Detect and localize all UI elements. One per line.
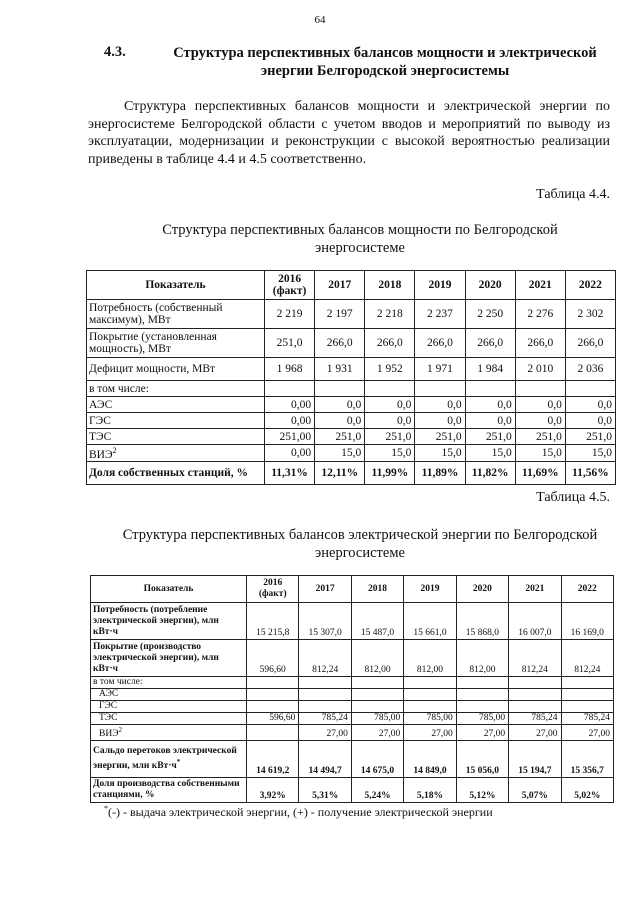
footnote [104, 804, 493, 820]
table-cell: 15 661,0 [404, 603, 456, 640]
header-cell: 2016 (факт) [265, 271, 315, 300]
table-cell: 2 250 [465, 300, 515, 329]
table-cell [415, 381, 465, 397]
table-cell: 11,99% [365, 461, 415, 484]
footnote-mark: * [104, 804, 108, 813]
header-cell: 2021 [509, 576, 561, 603]
footnote-marker: 2 [118, 726, 122, 734]
table-row [87, 429, 616, 445]
table-cell: 251,00 [265, 429, 315, 445]
table-cell: 27,00 [561, 725, 613, 741]
table-cell: 11,82% [465, 461, 515, 484]
table-cell [456, 701, 508, 713]
table-row [91, 725, 614, 741]
footnote-marker: * [176, 758, 181, 767]
table-cell: 0,0 [565, 397, 615, 413]
row-label: Дефицит мощности, МВт [87, 358, 265, 381]
table-row [87, 445, 616, 462]
section-title: Структура перспективных балансов мощности и электрической энергии Белгородской энергосистемы [173, 45, 597, 79]
table-cell [509, 701, 561, 713]
table-cell: 27,00 [404, 725, 456, 741]
table-cell [247, 689, 299, 701]
table-cell: 785,24 [509, 713, 561, 725]
table-cell: 0,0 [315, 413, 365, 429]
table-cell: 812,24 [299, 640, 351, 677]
table-cell [404, 689, 456, 701]
table-cell: 266,0 [365, 329, 415, 358]
header-cell: 2021 [515, 271, 565, 300]
table-cell: 11,69% [515, 461, 565, 484]
header-cell: 2018 [365, 271, 415, 300]
table-cell [456, 677, 508, 689]
saldo-label: Сальдо перетоков электрической энергии, млн кВт·ч [93, 746, 237, 772]
row-label: ГЭС [87, 413, 265, 429]
header-cell: 2022 [561, 576, 613, 603]
table-cell: 251,0 [515, 429, 565, 445]
table-row [87, 413, 616, 429]
table-cell: 0,0 [465, 397, 515, 413]
table-cell [565, 381, 615, 397]
header-cell: Показатель [91, 576, 247, 603]
row-label: Покрытие (производство электрической энергии), млн кВт·ч [91, 640, 247, 677]
table-row [91, 713, 614, 725]
table-cell: 15,0 [415, 445, 465, 462]
table-cell: 0,0 [515, 413, 565, 429]
row-label: ТЭС [87, 429, 265, 445]
table-cell [265, 381, 315, 397]
table-cell: 1 984 [465, 358, 515, 381]
table-cell: 0,0 [365, 397, 415, 413]
footnote-marker: 2 [112, 446, 117, 455]
table-cell: 785,24 [299, 713, 351, 725]
row-label: ГЭС [91, 701, 247, 713]
table-cell: 266,0 [415, 329, 465, 358]
table-cell [247, 677, 299, 689]
table-cell: 812,24 [509, 640, 561, 677]
table-cell: 251,0 [465, 429, 515, 445]
table-cell: 2 237 [415, 300, 465, 329]
table-cell: 15,0 [565, 445, 615, 462]
table-cell: 15,0 [315, 445, 365, 462]
table-cell [351, 701, 403, 713]
table-cell [404, 677, 456, 689]
table-cell [351, 677, 403, 689]
table2-caption: Таблица 4.5. [536, 490, 610, 505]
table-cell: 15 215,8 [247, 603, 299, 640]
table-cell: 0,0 [415, 397, 465, 413]
table-cell: 14 849,0 [404, 741, 456, 778]
header-cell: 2020 [465, 271, 515, 300]
table-cell: 0,00 [265, 413, 315, 429]
page-number: 64 [314, 14, 326, 26]
table-row [87, 461, 616, 484]
table-cell: 12,11% [315, 461, 365, 484]
table-cell [509, 689, 561, 701]
table-cell [351, 689, 403, 701]
row-label: Потребность (собственный максимум), МВт [87, 300, 265, 329]
table-row [91, 677, 614, 689]
vie-label: ВИЭ [99, 729, 119, 740]
table-row [91, 640, 614, 677]
table1-caption: Таблица 4.4. [536, 187, 610, 202]
table-cell: 2 197 [315, 300, 365, 329]
row-label: АЭС [87, 397, 265, 413]
row-label [91, 725, 247, 741]
table-cell: 785,00 [456, 713, 508, 725]
row-label: в том числе: [91, 677, 247, 689]
table-cell: 251,0 [265, 329, 315, 358]
section-number: 4.3. [104, 44, 126, 60]
table-cell: 0,0 [465, 413, 515, 429]
table-header-row [91, 576, 614, 603]
intro-paragraph: Структура перспективных балансов мощности и электрической энергии по энергосистеме Белгородской области с учетом вводов и мероприятий по выводу из эксплуатации, модернизации и реконструкции с высокой вероятностью реализации приведены в таблице 4.4 и 4.5 соответственно. [88, 99, 610, 167]
row-label [87, 445, 265, 462]
table-cell: 0,00 [265, 397, 315, 413]
table-cell: 3,92% [247, 778, 299, 803]
table-cell: 15 194,7 [509, 741, 561, 778]
table-cell: 27,00 [509, 725, 561, 741]
table-cell: 0,0 [565, 413, 615, 429]
table-cell: 16 007,0 [509, 603, 561, 640]
table-cell: 15 868,0 [456, 603, 508, 640]
table-cell: 251,0 [565, 429, 615, 445]
header-cell: 2017 [315, 271, 365, 300]
footnote-text: (-) - выдача электрической энергии, (+) - получение электрической энергии [108, 805, 493, 819]
table-cell: 1 968 [265, 358, 315, 381]
table-cell [515, 381, 565, 397]
table-header-row [87, 271, 616, 300]
row-label: Доля собственных станций, % [87, 461, 265, 484]
table-cell [247, 701, 299, 713]
table-cell: 812,00 [351, 640, 403, 677]
table-cell: 16 169,0 [561, 603, 613, 640]
table-cell: 812,24 [561, 640, 613, 677]
table-cell: 2 036 [565, 358, 615, 381]
table-cell: 15 307,0 [299, 603, 351, 640]
table-cell [299, 689, 351, 701]
table-cell: 251,0 [415, 429, 465, 445]
table-cell [247, 725, 299, 741]
table-cell: 251,0 [365, 429, 415, 445]
table-cell: 266,0 [315, 329, 365, 358]
header-cell: 2019 [404, 576, 456, 603]
table-cell: 15,0 [365, 445, 415, 462]
table-row [87, 358, 616, 381]
header-cell: 2017 [299, 576, 351, 603]
table-cell: 596,60 [247, 640, 299, 677]
table-cell: 5,18% [404, 778, 456, 803]
row-label: ТЭС [91, 713, 247, 725]
row-label: Доля производства собственными станциями, % [91, 778, 247, 803]
table-row [91, 741, 614, 778]
table-row [87, 329, 616, 358]
table-cell: 2 219 [265, 300, 315, 329]
header-cell: 2022 [565, 271, 615, 300]
table-cell: 2 276 [515, 300, 565, 329]
table-cell [365, 381, 415, 397]
table-cell: 11,56% [565, 461, 615, 484]
table-row [91, 701, 614, 713]
row-label: Покрытие (установленная мощность), МВт [87, 329, 265, 358]
table-cell: 5,24% [351, 778, 403, 803]
power-balance-table [86, 270, 616, 485]
table-cell: 11,31% [265, 461, 315, 484]
table-cell: 785,00 [351, 713, 403, 725]
header-cell: 2019 [415, 271, 465, 300]
table-cell: 2 218 [365, 300, 415, 329]
table-cell [561, 677, 613, 689]
table-cell: 2 010 [515, 358, 565, 381]
table-cell: 14 619,2 [247, 741, 299, 778]
vie-label: ВИЭ [89, 448, 113, 461]
table-cell [299, 701, 351, 713]
table-cell: 266,0 [465, 329, 515, 358]
table-cell: 14 494,7 [299, 741, 351, 778]
table-cell: 0,0 [515, 397, 565, 413]
table-cell [509, 677, 561, 689]
table-cell [561, 689, 613, 701]
table-cell: 0,00 [265, 445, 315, 462]
table-cell: 1 931 [315, 358, 365, 381]
table-row [87, 397, 616, 413]
table-cell: 27,00 [351, 725, 403, 741]
table-cell: 27,00 [456, 725, 508, 741]
table-row [87, 300, 616, 329]
table-cell [315, 381, 365, 397]
table-cell: 1 971 [415, 358, 465, 381]
table-cell: 0,0 [415, 413, 465, 429]
table-cell: 785,24 [561, 713, 613, 725]
table-cell [404, 701, 456, 713]
table-cell: 15 356,7 [561, 741, 613, 778]
header-cell: 2018 [351, 576, 403, 603]
table-row [91, 689, 614, 701]
table-cell: 14 675,0 [351, 741, 403, 778]
table-cell: 0,0 [365, 413, 415, 429]
table-row [91, 778, 614, 803]
energy-balance-table [90, 575, 614, 803]
table-cell [561, 701, 613, 713]
table-cell: 15,0 [515, 445, 565, 462]
table-cell: 596,60 [247, 713, 299, 725]
table-cell: 11,89% [415, 461, 465, 484]
table-cell: 27,00 [299, 725, 351, 741]
table-cell: 15,0 [465, 445, 515, 462]
table-cell: 785,00 [404, 713, 456, 725]
table-cell: 1 952 [365, 358, 415, 381]
row-label [91, 741, 247, 778]
header-cell: Показатель [87, 271, 265, 300]
table-cell: 5,07% [509, 778, 561, 803]
table-cell: 5,12% [456, 778, 508, 803]
table-cell: 15 056,0 [456, 741, 508, 778]
row-label: Потребность (потребление электрической энергии), млн кВт·ч [91, 603, 247, 640]
table-cell [465, 381, 515, 397]
table-row [87, 381, 616, 397]
header-cell: 2020 [456, 576, 508, 603]
table-cell: 266,0 [565, 329, 615, 358]
table-cell: 812,00 [456, 640, 508, 677]
table-row [91, 603, 614, 640]
table-cell: 15 487,0 [351, 603, 403, 640]
table-cell: 5,02% [561, 778, 613, 803]
table2-title: Структура перспективных балансов электрической энергии по Белгородской энергосистеме [122, 527, 598, 561]
row-label: АЭС [91, 689, 247, 701]
table-cell: 0,0 [315, 397, 365, 413]
table-cell [299, 677, 351, 689]
table-cell: 266,0 [515, 329, 565, 358]
header-cell: 2016 (факт) [247, 576, 299, 603]
table-cell: 2 302 [565, 300, 615, 329]
table-cell: 5,31% [299, 778, 351, 803]
table1-title: Структура перспективных балансов мощности по Белгородской энергосистеме [162, 222, 558, 256]
table-cell: 812,00 [404, 640, 456, 677]
table-cell [456, 689, 508, 701]
row-label: в том числе: [87, 381, 265, 397]
table-cell: 251,0 [315, 429, 365, 445]
